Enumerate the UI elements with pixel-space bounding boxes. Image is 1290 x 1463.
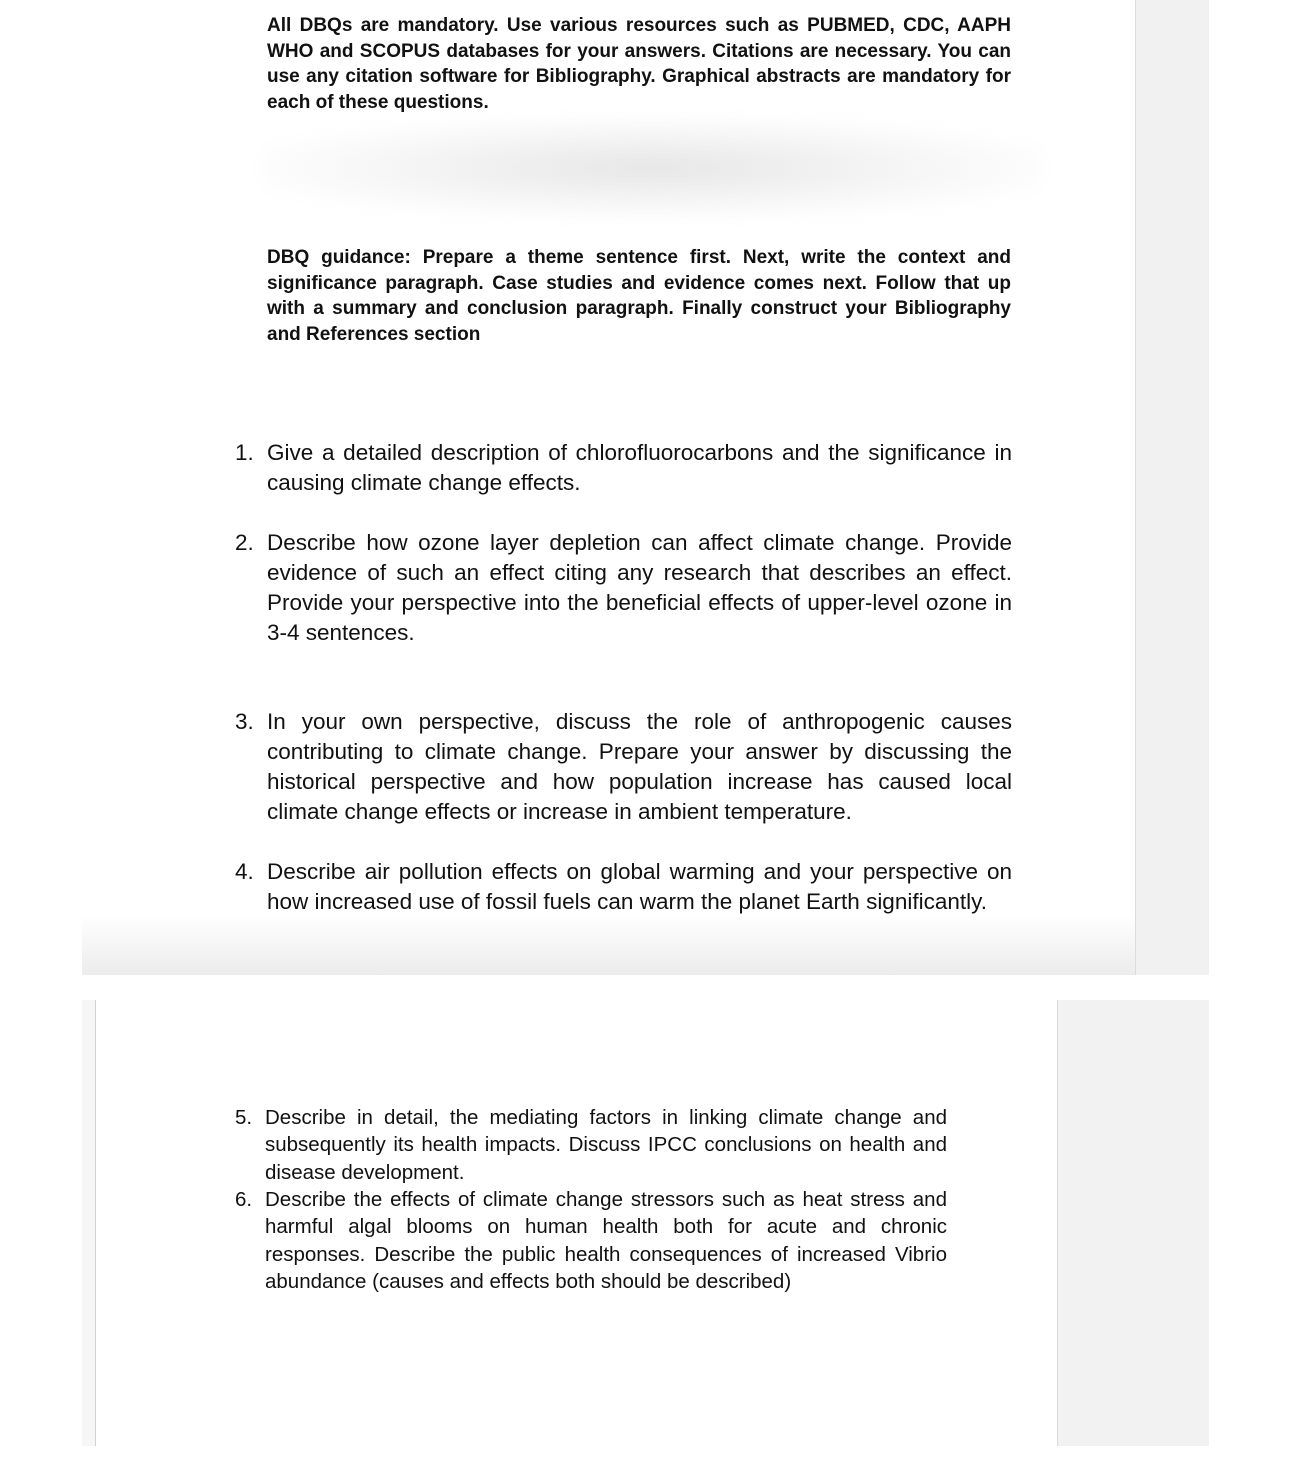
question-number: 1. bbox=[235, 440, 254, 465]
question-text: Describe in detail, the mediating factors in linking climate change and subsequently its health impacts. Discuss IPCC conclusions on health and disease development. bbox=[265, 1106, 947, 1184]
mandatory-instructions: All DBQs are mandatory. Use various resources such as PUBMED, CDC, AAPH WHO and SCOPUS databases for your answers. Citations are necessary. You can use any citation software for Bibliography. Graphical abstracts are mandatory for each of these questions. bbox=[267, 15, 1011, 114]
blurred-text-region bbox=[262, 118, 1042, 218]
question-number: 5. bbox=[235, 1106, 253, 1129]
question-item bbox=[232, 438, 1012, 498]
question-list bbox=[232, 1104, 947, 1186]
page-1-right-margin bbox=[1135, 0, 1209, 975]
question-list bbox=[232, 528, 1012, 648]
question-text: Describe how ozone layer depletion can affect climate change. Provide evidence of such an effect citing any research that describes an effect. Provide your perspective into the beneficial effects of upper-level ozone in 3-4 sentences. bbox=[267, 530, 1012, 645]
question-item bbox=[232, 1104, 947, 1186]
dbq-guidance: DBQ guidance: Prepare a theme sentence first. Next, write the context and significance paragraph. Case studies and evidence comes next. Follow that up with a summary and conclusion paragraph. Finally construct your Bibliography and References section bbox=[267, 247, 1011, 346]
question-list bbox=[232, 438, 1012, 498]
question-text: Describe air pollution effects on global warming and your perspective on how increased use of fossil fuels can warm the planet Earth significantly. bbox=[267, 859, 1012, 914]
question-item bbox=[232, 707, 1012, 827]
question-number: 6. bbox=[235, 1188, 253, 1211]
question-number: 2. bbox=[235, 530, 254, 555]
question-list bbox=[232, 707, 1012, 827]
question-item bbox=[232, 1186, 947, 1296]
question-number: 3. bbox=[235, 709, 254, 734]
page-2-right-margin bbox=[1057, 1000, 1209, 1446]
page-2-left-margin bbox=[82, 1000, 96, 1446]
question-list bbox=[232, 1186, 947, 1296]
question-list bbox=[232, 857, 1012, 917]
question-text: Give a detailed description of chlorofluorocarbons and the significance in causing climate change effects. bbox=[267, 440, 1012, 495]
question-item bbox=[232, 528, 1012, 648]
page-1-bottom-shadow bbox=[82, 915, 1208, 975]
question-text: In your own perspective, discuss the role of anthropogenic causes contributing to climate change. Prepare your answer by discussing the historical perspective and how population increase has caused local climate change effects or increase in ambient temperature. bbox=[267, 709, 1012, 824]
question-item bbox=[232, 857, 1012, 917]
question-number: 4. bbox=[235, 859, 254, 884]
question-text: Describe the effects of climate change stressors such as heat stress and harmful algal blooms on human health both for acute and chronic responses. Describe the public health consequences of increased Vibrio abundance (causes and effects both should be described) bbox=[265, 1188, 947, 1294]
